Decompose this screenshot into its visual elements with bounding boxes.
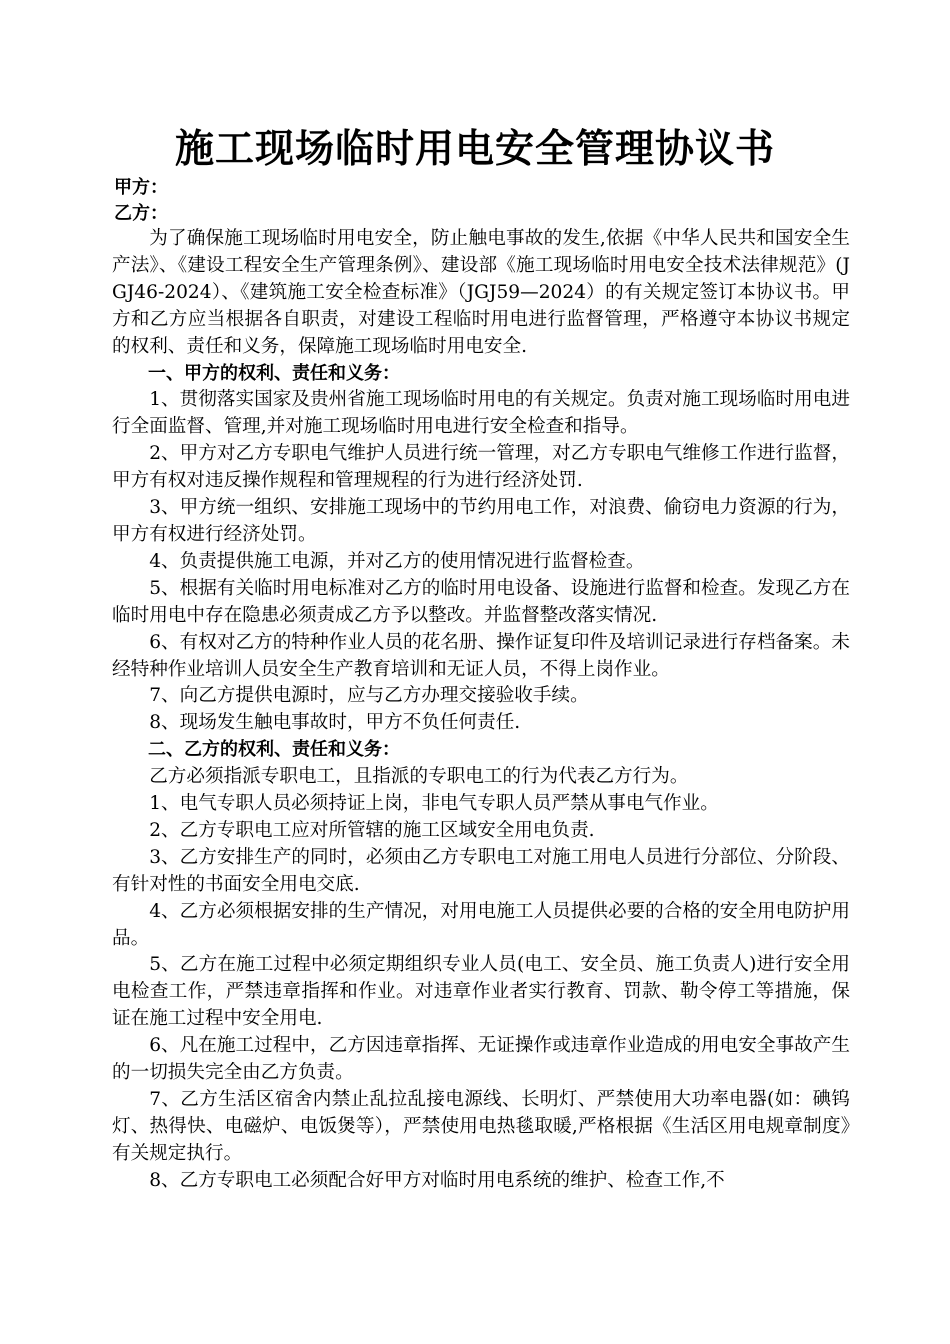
party-b-clause-3: 3、乙方安排生产的同时，必须由乙方专职电工对施工用电人员进行分部位、分阶段、有针对性的书面安全用电交底. (112, 846, 850, 895)
intro-paragraph: 为了确保施工现场临时用电安全，防止触电事故的发生,依据《中华人民共和国安全生产法》、《建设工程安全生产管理条例》、建设部《施工现场临时用电安全技术法律规范》(JGJ46-2024）、《建筑施工安全检查标准》（JGJ59—2024）的有关规定签订本协议书。甲方和乙方应当根据各自职责，对建设工程临时用电进行监督管理，严格遵守本协议书规定的权利、责任和义务，保障施工现场临时用电安全. (112, 228, 850, 357)
party-b-clause-1: 1、电气专职人员必须持证上岗，非电气专职人员严禁从事电气作业。 (149, 793, 719, 815)
party-b-clause-8: 8、乙方专职电工必须配合好甲方对临时用电系统的维护、检查工作,不 (149, 1169, 725, 1191)
party-a-clause-7: 7、向乙方提供电源时，应与乙方办理交接验收手续。 (149, 685, 589, 707)
party-b-clause-5: 5、乙方在施工过程中必须定期组织专业人员(电工、安全员、施工负责人)进行安全用电检查工作，严禁违章指挥和作业。对违章作业者实行教育、罚款、勒令停工等措施，保证在施工过程中安全用电. (112, 954, 850, 1030)
party-a-label: 甲方： (114, 177, 168, 198)
party-b-clause-6: 6、凡在施工过程中，乙方因违章指挥、无证操作或违章作业造成的用电安全事故产生的一切损失完全由乙方负责。 (112, 1035, 850, 1084)
party-a-clause-1: 1、贯彻落实国家及贵州省施工现场临时用电的有关规定。负责对施工现场临时用电进行全面监督、管理,并对施工现场临时用电进行安全检查和指导。 (112, 389, 850, 438)
party-b-intro: 乙方必须指派专职电工，且指派的专职电工的行为代表乙方行为。 (149, 766, 689, 788)
document-title: 施工现场临时用电安全管理协议书 (174, 127, 775, 172)
party-b-clause-2: 2、乙方专职电工应对所管辖的施工区域安全用电负责. (149, 819, 595, 841)
party-b-label: 乙方： (114, 203, 168, 224)
party-b-clause-7: 7、乙方生活区宿舍内禁止乱拉乱接电源线、长明灯、严禁使用大功率电器(如：碘钨灯、热得快、电磁炉、电饭煲等），严禁使用电热毯取暖,严格根据《生活区用电规章制度》有关规定执行。 (112, 1089, 850, 1164)
party-a-clause-6: 6、有权对乙方的特种作业人员的花名册、操作证复印件及培训记录进行存档备案。未经特种作业培训人员安全生产教育培训和无证人员，不得上岗作业。 (112, 631, 850, 680)
party-a-clause-5: 5、根据有关临时用电标准对乙方的临时用电设备、设施进行监督和检查。发现乙方在临时用电中存在隐患必须责成乙方予以整改。并监督整改落实情况. (112, 577, 850, 626)
party-a-clause-2: 2、甲方对乙方专职电气维护人员进行统一管理，对乙方专职电气维修工作进行监督，甲方有权对违反操作规程和管理规程的行为进行经济处罚. (112, 443, 850, 492)
section-heading-party-b: 二、乙方的权利、责任和义务： (148, 739, 400, 761)
party-a-clause-8: 8、现场发生触电事故时，甲方不负任何责任. (149, 712, 521, 734)
party-b-clause-4: 4、乙方必须根据安排的生产情况，对用电施工人员提供必要的合格的安全用电防护用品。 (112, 900, 850, 949)
agreement-body (112, 226, 850, 1195)
party-a-clause-3: 3、甲方统一组织、安排施工现场中的节约用电工作，对浪费、偷窃电力资源的行为，甲方有权进行经济处罚。 (112, 497, 850, 545)
section-heading-party-a: 一、甲方的权利、责任和义务： (148, 362, 400, 384)
party-a-clause-4: 4、负责提供施工电源，并对乙方的使用情况进行监督检查。 (149, 550, 645, 572)
